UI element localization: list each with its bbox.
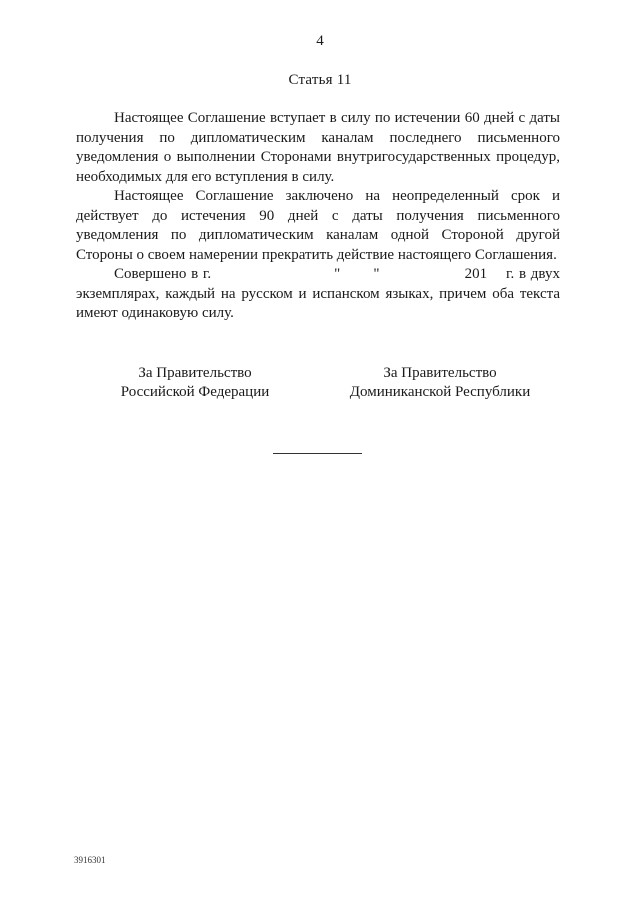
signature-right-line1: За Правительство <box>383 365 497 381</box>
paragraph-done-at: Совершено в г. " " 201 г. в двух экземплярах, каждый на русском и испанском языках, причем оба текста имеют одинаковую силу. <box>76 266 564 321</box>
signature-right-line2: Доминиканской Республики <box>349 384 531 400</box>
signature-left-line1: За Правительство <box>138 365 252 381</box>
page-number: 4 <box>316 33 324 49</box>
signature-russian-federation <box>95 364 295 402</box>
article-title: Статья 11 <box>288 72 352 88</box>
article-body <box>76 109 564 324</box>
signature-left-line2: Российской Федерации <box>120 384 270 400</box>
end-divider <box>273 453 362 454</box>
paragraph-entry-into-force: Настоящее Соглашение вступает в силу по истечении 60 дней с даты получения по дипломатическим каналам последнего письменного уведомления о выполнении Сторонами внутригосударственных процедур, необходимых для его вступления в силу. <box>76 110 560 185</box>
paragraph-duration: Настоящее Соглашение заключено на неопределенный срок и действует до истечения 90 дней с даты получения письменного уведомления по дипломатическим каналам одной Стороной другой Стороны о своем намерении прекратить действие настоящего Соглашения. <box>76 188 560 263</box>
signature-dominican-republic <box>340 364 540 402</box>
document-code: 3916301 <box>74 855 106 865</box>
